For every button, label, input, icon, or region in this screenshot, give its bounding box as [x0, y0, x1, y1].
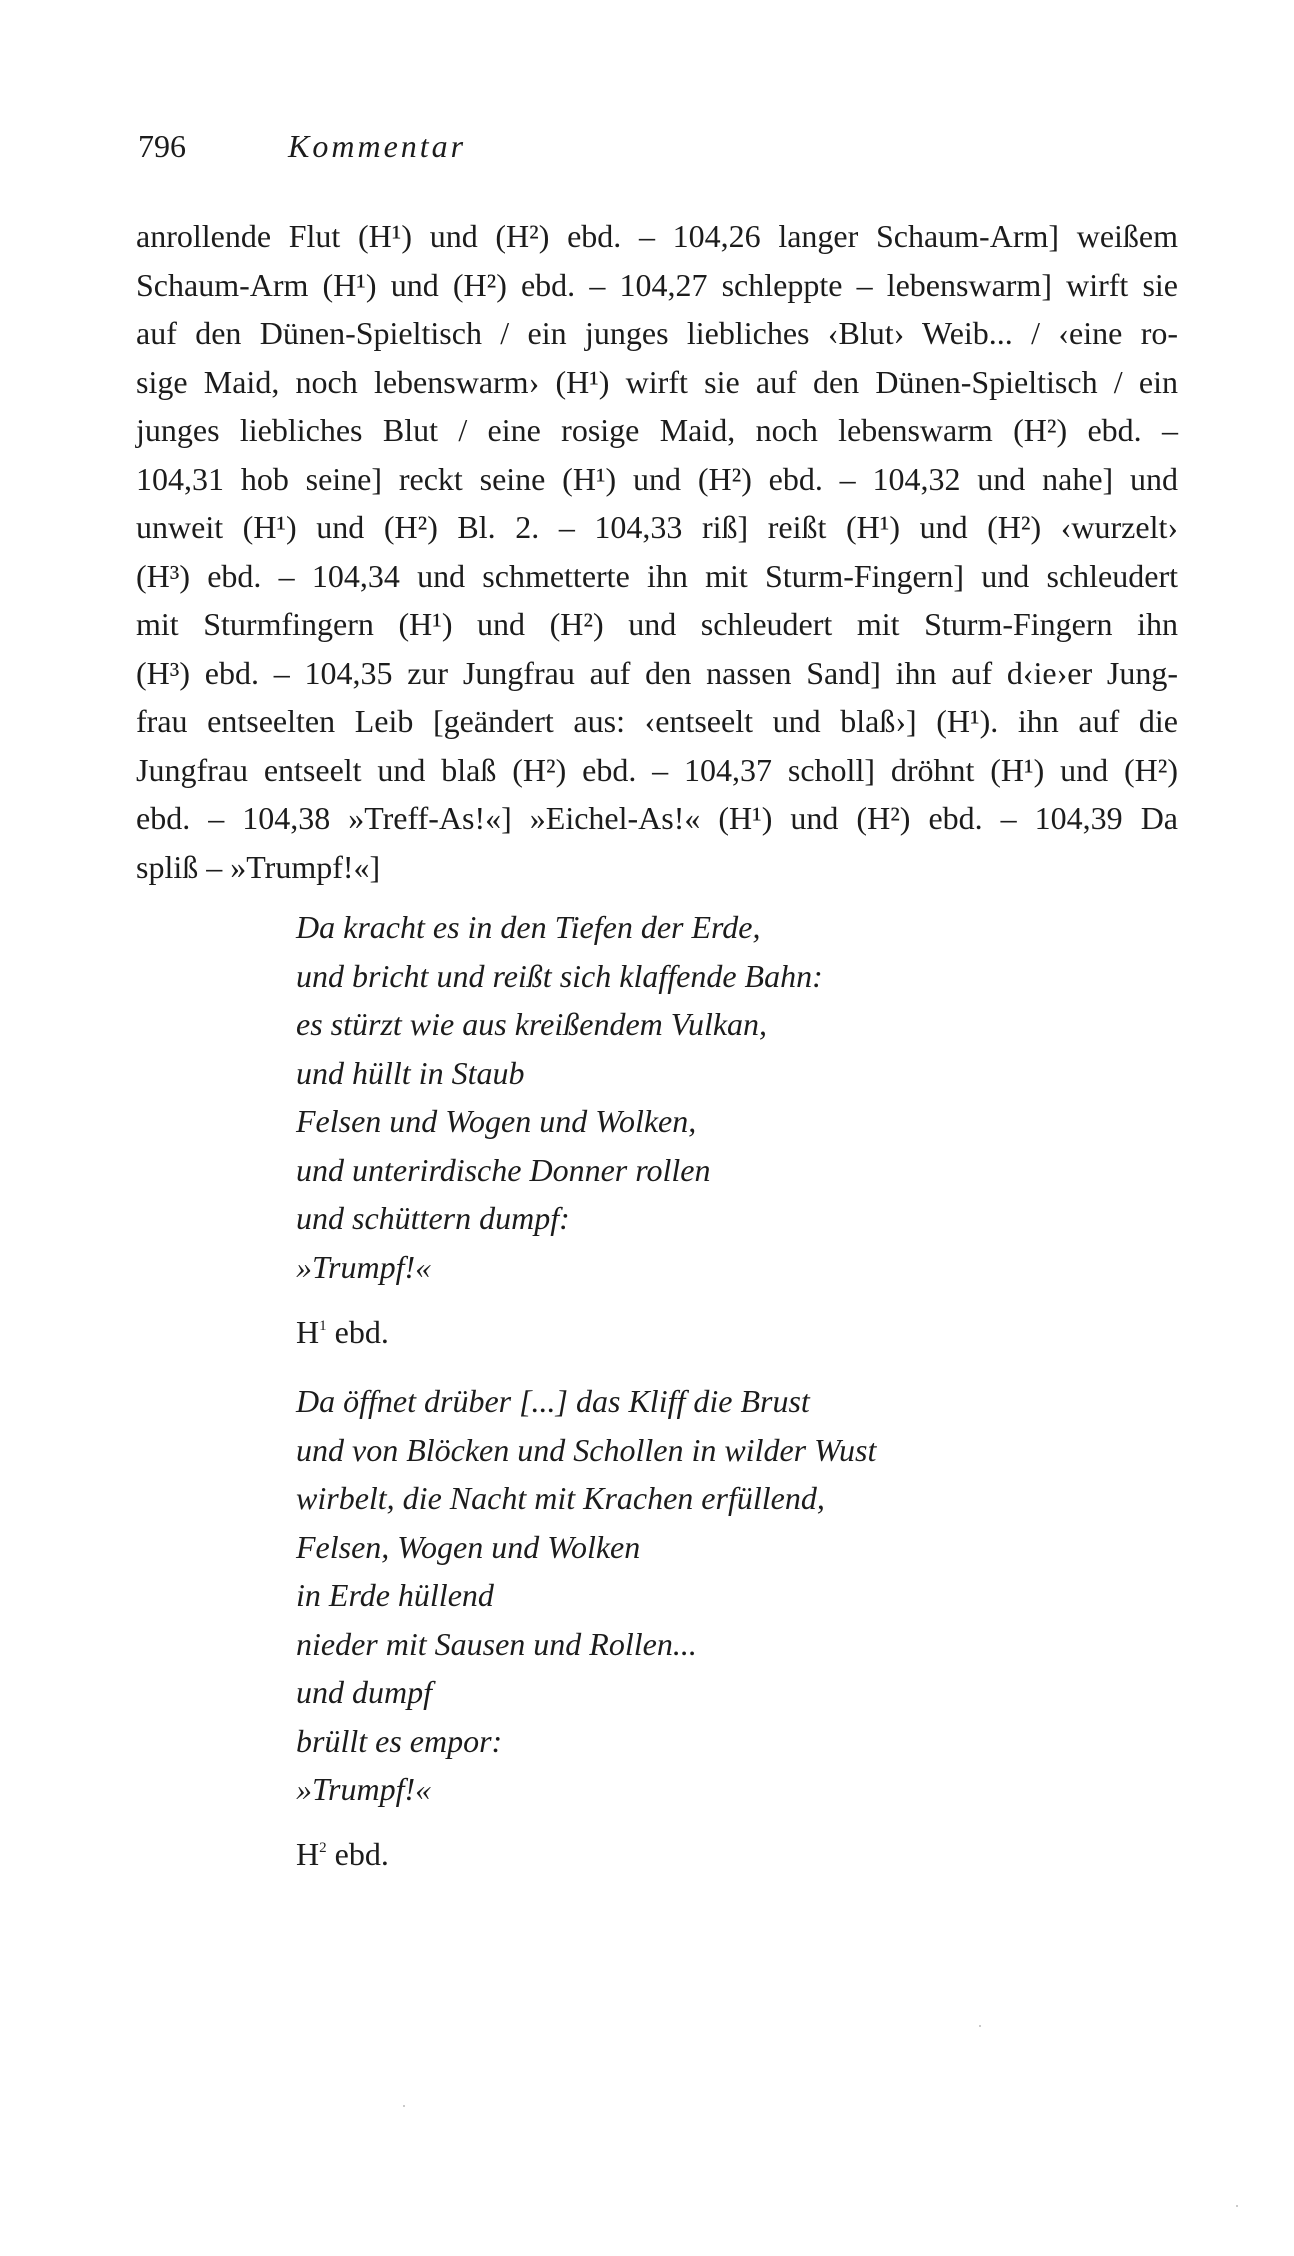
- source-siglum: H: [296, 1314, 320, 1350]
- paper-speck: [979, 2025, 981, 2027]
- verse-line: und dumpf: [296, 1674, 432, 1710]
- verse-line: und schüttern dumpf:: [296, 1200, 570, 1236]
- commentary-line: 104,31 hob seine] reckt seine (H¹) und (H²) ebd. – 104,32 und nahe] und: [136, 460, 1178, 497]
- verse-line: wirbelt, die Nacht mit Krachen erfüllend,: [296, 1480, 825, 1516]
- paper-speck: [1236, 2205, 1238, 2207]
- source-siglum: H: [296, 1836, 320, 1872]
- verse-line: und unterirdische Donner rollen: [296, 1151, 711, 1188]
- commentary-line: (H³) ebd. – 104,35 zur Jungfrau auf den nassen Sand] ihn auf d‹ie›er Jung-: [136, 654, 1178, 691]
- page-number: 796: [138, 128, 186, 164]
- commentary-line: sige Maid, noch lebenswarm› (H¹) wirft sie auf den Dünen-Spieltisch / ein: [136, 363, 1178, 400]
- verse-line: und hüllt in Staub: [296, 1054, 525, 1091]
- commentary-line: frau entseelten Leib [geändert aus: ‹entseelt und blaß›] (H¹). ihn auf die: [136, 703, 1178, 739]
- verse-line: Da kracht es in den Tiefen der Erde,: [296, 909, 761, 945]
- verse-line: »Trumpf!«: [296, 1771, 432, 1807]
- commentary-line: unweit (H¹) und (H²) Bl. 2. – 104,33 riß] reißt (H¹) und (H²) ‹wurzelt›: [136, 509, 1178, 545]
- source-suffix: ebd.: [326, 1836, 389, 1872]
- verse-line: in Erde hüllend: [296, 1577, 494, 1613]
- running-title: Kommentar: [288, 128, 467, 164]
- verse-line: und bricht und reißt sich klaffende Bahn:: [296, 957, 823, 994]
- commentary-line: mit Sturmfingern (H¹) und (H²) und schleudert mit Sturm-Fingern ihn: [136, 606, 1178, 642]
- verse-line: Felsen, Wogen und Wolken: [296, 1528, 641, 1565]
- verse-line: Da öffnet drüber [...] das Kliff die Brust: [296, 1383, 810, 1419]
- commentary-line: Schaum-Arm (H¹) und (H²) ebd. – 104,27 schleppte – lebenswarm] wirft sie: [136, 266, 1178, 303]
- commentary-line: auf den Dünen-Spieltisch / ein junges liebliches ‹Blut› Weib... / ‹eine ro-: [136, 315, 1178, 351]
- commentary-line: spliß – »Trumpf!«]: [136, 848, 381, 885]
- poem-variant-h1: [296, 903, 1176, 1291]
- verse-line: »Trumpf!«: [296, 1248, 432, 1285]
- source-index: 2: [319, 1840, 327, 1856]
- paper-speck: [403, 2105, 405, 2107]
- verse-line: und von Blöcken und Schollen in wilder Wust: [296, 1431, 877, 1468]
- poem-variant-h2: [296, 1377, 1176, 1814]
- running-header: [138, 126, 466, 166]
- commentary-block: [136, 212, 1178, 891]
- source-note-h2: [296, 1828, 389, 1874]
- source-note-h1: [296, 1306, 389, 1352]
- source-suffix: ebd.: [326, 1314, 389, 1350]
- verse-line: nieder mit Sausen und Rollen...: [296, 1625, 697, 1662]
- commentary-line: Jungfrau entseelt und blaß (H²) ebd. – 104,37 scholl] dröhnt (H¹) und (H²): [136, 751, 1178, 788]
- commentary-line: ebd. – 104,38 »Treff-As!«] »Eichel-As!« (H¹) und (H²) ebd. – 104,39 Da: [136, 800, 1178, 836]
- commentary-line: (H³) ebd. – 104,34 und schmetterte ihn mit Sturm-Fingern] und schleudert: [136, 557, 1178, 594]
- commentary-line: junges liebliches Blut / eine rosige Maid, noch lebenswarm (H²) ebd. –: [136, 412, 1178, 448]
- verse-line: Felsen und Wogen und Wolken,: [296, 1103, 697, 1139]
- commentary-line: anrollende Flut (H¹) und (H²) ebd. – 104,26 langer Schaum-Arm] weißem: [136, 218, 1178, 254]
- verse-line: brüllt es empor:: [296, 1722, 503, 1759]
- source-index: 1: [319, 1318, 327, 1334]
- verse-line: es stürzt wie aus kreißendem Vulkan,: [296, 1006, 768, 1042]
